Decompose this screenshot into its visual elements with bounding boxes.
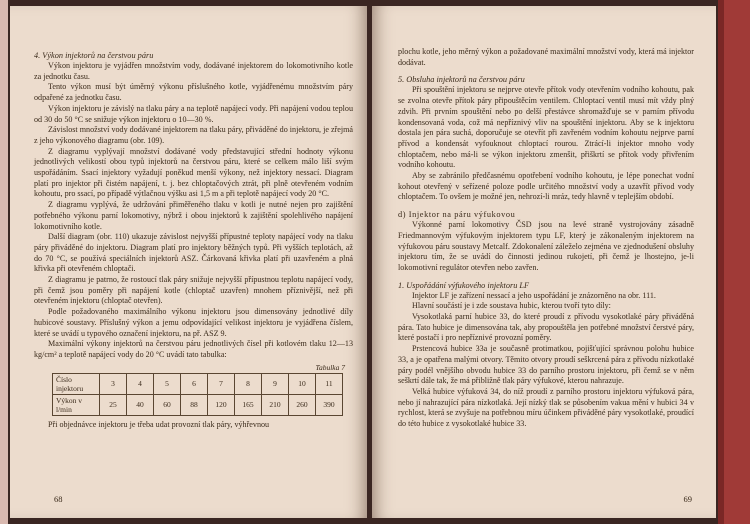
paragraph: Výkon injektoru je vyjádřen množstvím vody, dodávané injektorem do lokomotivního kotle za jednotku času. [34, 61, 353, 81]
paragraph: Výkonné parní lokomotivy ČSD jsou na levé straně vystrojovány zásadně Friedmannovým výfukovým injektorem typu LF, který je zákonaleným injektorem na výfukovou páru soustavy Metcalf. Zdokonalení záleželo zejména ve zjednodušení obsluhy injektoru tím, že se uvádí do činnosti jedinou rukojetí, při čemž je lhostejno, je-li lokomotivní regulátor otevřen nebo zavřen. [398, 220, 694, 272]
section-heading-1: 1. Uspořádání výfukového injektoru LF [398, 280, 530, 290]
paragraph: Při objednávce injektoru je třeba udat provozní tlak páry, výhřevnou [48, 419, 270, 429]
table-row [53, 394, 343, 415]
paragraph: Z diagramu vyplývají množství dodávané vody představující střední hodnoty výkonu jednotlivých velikostí obou typů injektorů na čerstvou páru, které se celkem málo liší svým uspořádáním. Ssací injektory vyžadují poněkud menší výkony, než injektory nessací. Diagram platí pro injektor při čistém napájení, t. j. bez chloptačových ztrát, při plně otevřeném vodním kohoutu, pro ssací, po případě výtlačnou výšku asi 1,5 m a při teplotě napájecí vody 20 °C. [34, 146, 353, 199]
paragraph: Z diagramu je patrno, že rostoucí tlak páry snižuje nejvyšší přípustnou teplotu napájecí vody, při čemž jsou poměry při napájení kotle (chloptač uzavřen) mnohem příznivější, než při otevřeném injektoru (chloptač otevřen). [34, 275, 353, 306]
paragraph: Velká hubice výfuková 34, do níž proudí z parního prostoru injektoru výfuková pára, nebo jí nahrazující pára nízkotlaká. Její nízký tlak se působením vakua mění v hubici 34 v rychlost, která se zvyšuje na potřebnou míru účinkem přiváděné páry vysokotlaké, proudící do této hubice z vysokotlaké hubice 33. [398, 386, 695, 429]
table-cell-injector-number: 7 [208, 373, 235, 394]
paragraph: Hlavní součástí je i zde soustava hubic, kterou tvoří tyto díly: [412, 301, 611, 311]
section-heading-d: d) Injektor na páru výfukovou [398, 210, 516, 220]
table-cell-injector-number: 6 [181, 373, 208, 394]
table-cell-injector-number: 10 [289, 373, 316, 394]
paragraph: plochu kotle, jeho měrný výkon a požadované maximální množství vody, která má injektor dodávat. [398, 47, 694, 67]
paragraph: Další diagram (obr. 110) ukazuje závislost nejvyšší přípustné teploty napájecí vody na tlaku páry přiváděné do injektoru. Diagram platí pro injektory běžných typů. Při vyšších teplotách, až do 70 °C, se používá speciálních injektorů ASZ. Čárkovaná křivka platí při uzavřeném a plná křivka při otevřeném chloptači. [34, 232, 353, 274]
table-cell-injector-number: 8 [235, 373, 262, 394]
section-heading-4: 4. Výkon injektorů na čerstvou páru [34, 51, 154, 60]
page-number: 69 [683, 494, 692, 504]
table-caption: Tabulka 7 [315, 362, 345, 372]
table-cell-injector-number: 4 [127, 373, 154, 394]
table-cell-output: 60 [154, 394, 181, 415]
paragraph: Podle požadovaného maximálního výkonu injektoru jsou dimensovány jednotlivé díly hubicové soustavy. Příslušný výkon a jemu odpovídající velikost injektoru je vyjádřena číslem, které se uvádí u typového označení injektoru, na př. ASZ 9. [34, 307, 353, 338]
paragraph: Maximální výkony injektorů na čerstvou páru jednotlivých čísel při kotlovém tlaku 12—13 kg/cm² a teplotě napájecí vody do 20 °C uvádí tato tabulka: [34, 339, 353, 359]
table-cell-output: 210 [262, 394, 289, 415]
section-heading-5: 5. Obsluha injektorů na čerstvou páru [398, 75, 525, 85]
paragraph: Injektor LF je zařízení nessací a jeho uspořádání je znázorněno na obr. 111. [412, 290, 656, 300]
table-cell-injector-number: 5 [154, 373, 181, 394]
table-cell-output: 390 [316, 394, 343, 415]
paragraph: Výkon injektoru je závislý na tlaku páry a na teplotě napájecí vody. Při napájení vodou teplou od 30 do 50 °C se snižuje výkon injektoru o 10—30 %. [34, 103, 353, 124]
table-cell-output: 25 [100, 394, 127, 415]
left-page [10, 6, 367, 518]
table-cell-injector-number: 11 [316, 373, 343, 394]
right-paragraphs-a [398, 85, 694, 203]
injector-output-table [52, 373, 343, 416]
table-cell-output: 88 [181, 394, 208, 415]
paragraph: Aby se zabránilo předčasnému opotřebení vodního kohoutu, je lépe ponechat vodní kohout otevřený v seřízené poloze podle určitého množství vody a uzavřít přívod vody chloptačem. To ovšem je možné jen, nehrozí-li mráz, tedy hlavně v teplejším období. [398, 171, 694, 202]
paragraph: Z diagramu vyplývá, že udržování přiměřeného tlaku v kotli je nutné nejen pro zajištění potřebného výkonu parní lokomotivy, nýbrž i obou injektorů k zajištění spolehlivého napájení lokomotivního kotle. [34, 200, 353, 231]
table-row-label: Výkon v l/min [53, 394, 100, 415]
table-cell-injector-number: 3 [100, 373, 127, 394]
left-paragraphs-a [34, 61, 353, 361]
paragraph: Závislost množství vody dodávané injektorem na tlaku páry, přiváděné do injektoru, je zřejmá z jeho výkonového diagramu (obr. 109). [34, 125, 353, 145]
paragraph: Při spouštění injektoru se nejprve otevře přítok vody otevřením vodního kohoutu, pak se zvolna otevře přítok páry připouštěcím ventilem. Chloptací ventil musí mít vždy plný zdvih. Při prvním spouštění nebo po delší přestávce shromažďuje se v parním přívodu kondensovaná voda, což má nepříznivý vliv na spouštění injektoru. Aby se k injektoru dostala jen pára suchá, doporučuje se otevřít při zavřeném vodním kohoutu nejprve parní přívod a kondensát vyfouknout chloptací rourou. Ztrácí-li injektor mnoho vody chloptačem, nebo má-li se výkon injektoru zmenšit, přiškrtí se přítok vody přivřením vodního kohoutu. [398, 85, 694, 170]
table-cell-output: 40 [127, 394, 154, 415]
table-row [53, 373, 343, 394]
table-cell-injector-number: 9 [262, 373, 289, 394]
paragraph: Vysokotlaká parní hubice 33, do které proudí z přívodu vysokotlaké páry přiváděná pára. Tato hubice je dimensována tak, aby propouštěla jen potřebné množství čerstvé páry, které postačí i pro nepříznivé provozní poměry. [398, 312, 694, 343]
right-paragraphs-b [398, 220, 694, 274]
table-cell-output: 260 [289, 394, 316, 415]
table-row-label: Číslo injektoru [53, 373, 100, 394]
right-paragraphs-c [398, 291, 694, 430]
book-cover-edge-right [724, 0, 750, 524]
table-cell-output: 165 [235, 394, 262, 415]
page-number: 68 [54, 494, 63, 504]
book-cover-edge-left [0, 0, 8, 524]
right-page [372, 6, 716, 518]
paragraph: Prstencová hubice 33a je současně protimatkou, pojišťující správnou polohu hubice 33, a je opatřena malými otvory. Těmito otvory proudí seškrcená pára z přívodu nízkotlaké páry podél vnějšího obvodu hubice 33 do parního prostoru injektoru, při čemž se v něm seškrtí dále tak, že má přibližně tlak páry výfukové, kterou nahrazuje. [398, 344, 694, 386]
paragraph: Tento výkon musí být úměrný výkonu příslušného kotle, vyjádřenému množstvím páry odpařené za jednotku času. [34, 82, 353, 103]
table-cell-output: 120 [208, 394, 235, 415]
